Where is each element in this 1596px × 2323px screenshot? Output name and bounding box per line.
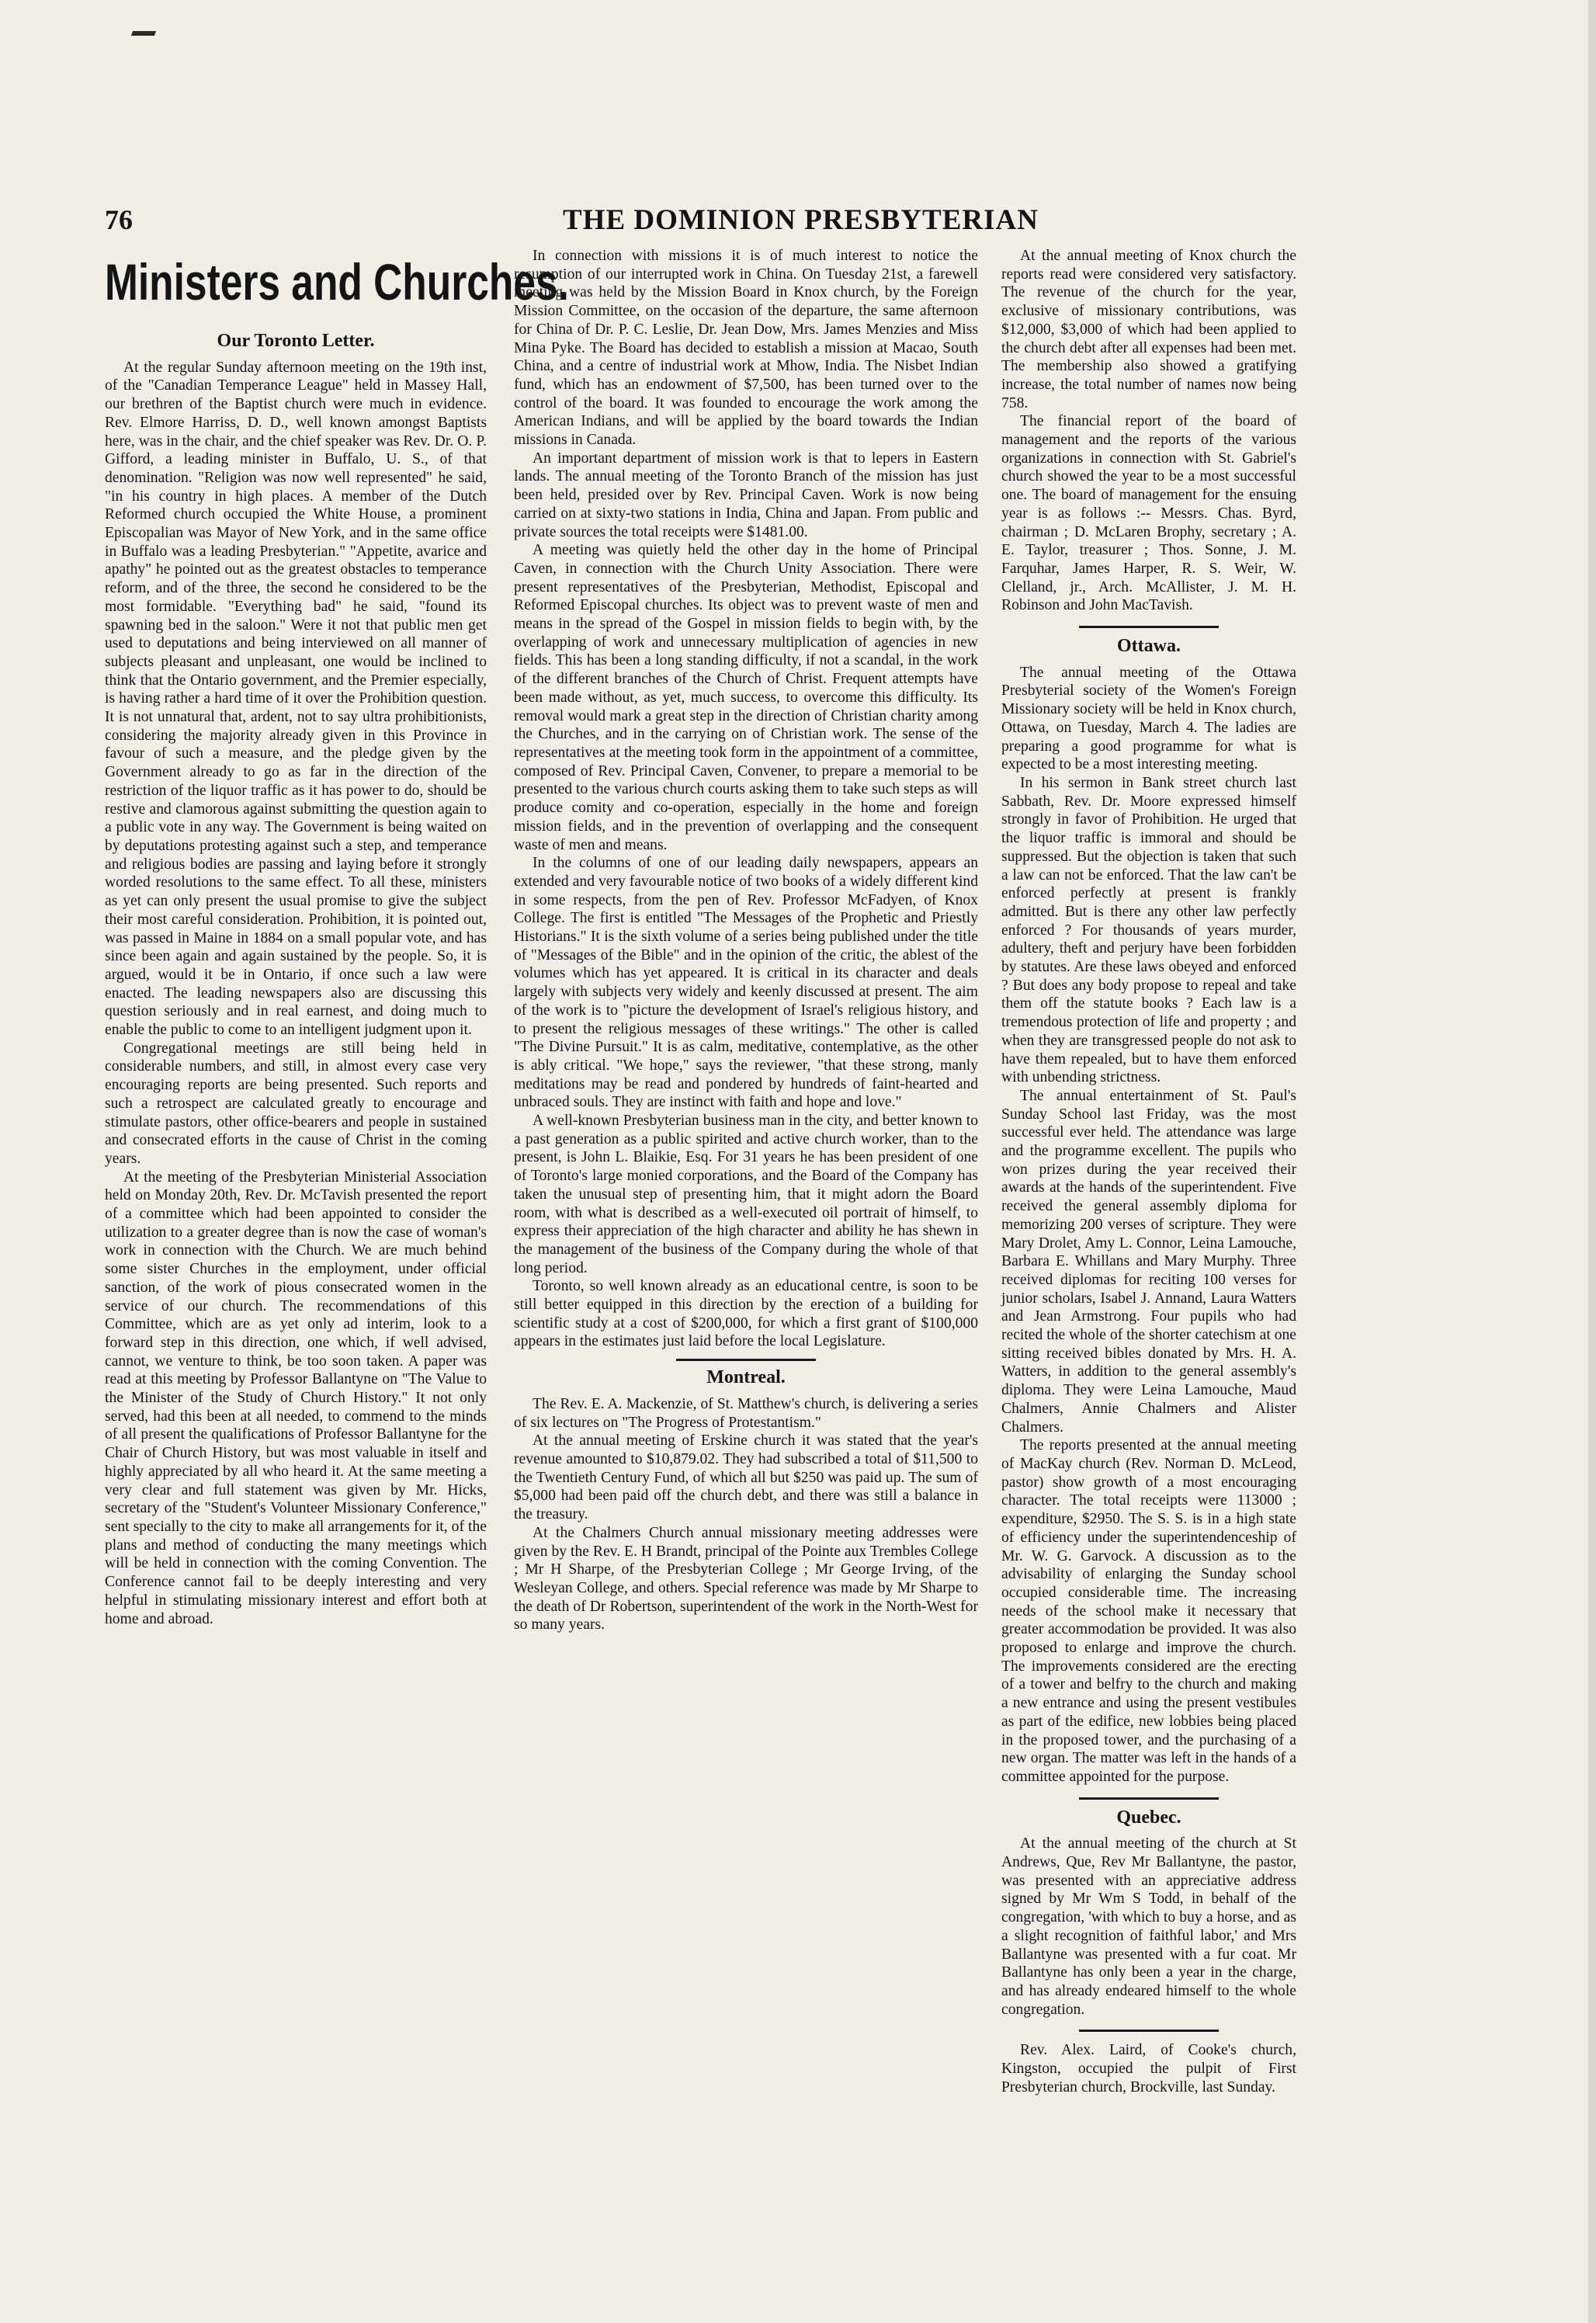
- article-paragraph: The annual entertainment of St. Paul's Sunday School last Friday, was the most successful ever held. The attendance was large and the programme excellent. The pupils who won prizes during the year received their awards at the hands of the superintendent. Five received the general assembly diploma for memorizing 200 verses of scripture. They were Mary Drolet, Amy L. Connor, Leina Lamouche, Barbara E. Whillans and Mary Murphy. Three received diplomas for reciting 100 verses for junior scholars, Isabel J. Annand, Laura Watters and Jean Armstrong. Four pupils who had recited the whole of the shorter catechism at one sitting received bibles donated by Mrs. H. A. Watters, in addition to the general assembly's diploma. They were Leina Lamouche, Maud Chalmers, Annie Chalmers and Alister Chalmers.: [1001, 1087, 1296, 1436]
- section-title: Ministers and Churches.: [105, 253, 569, 311]
- article-paragraph: At the Chalmers Church annual missionary meeting addresses were given by the Rev. E. H Brandt, principal of the Pointe aux Trembles College ; Mr H Sharpe, of the Presbyterian College ; Mr George Irving, of the Wesleyan College, and others. Special reference was made by Mr Sharpe to the death of Dr Robertson, superintendent of the work in the North-West for so many years.: [514, 1524, 978, 1634]
- article-paragraph: Toronto, so well known already as an educational centre, is soon to be still better equipped in this direction by the erection of a building for scientific study at a cost of $200,000, for which a first grant of $100,000 appears in the estimates just laid before the local Legislature.: [514, 1278, 978, 1350]
- article-paragraph: The Rev. E. A. Mackenzie, of St. Matthew's church, is delivering a series of six lectures on "The Progress of Protestantism.": [514, 1395, 978, 1431]
- article-paragraph: The reports presented at the annual meeting of MacKay church (Rev. Norman D. McLeod, pastor) show growth of a most encouraging character. The total receipts were 113000 ; expenditure, $2950. The S. S. is in a high state of efficiency under the superintendenceship of Mr. W. G. Garvock. A discussion as to the advisability of enlarging the Sunday school occupied considerable time. The increasing needs of the school make it necessary that greater accommodation be provided. It was also proposed to enlarge and improve the church. The improvements considered are the erecting of a tower and belfry to the church and making a new entrance and using the present vestibules as part of the edifice, new lobbies being placed in the proposed tower, and the purchasing of a new organ. The matter was left in the hands of a committee appointed for the purpose.: [1001, 1437, 1296, 1785]
- ottawa-heading: Ottawa.: [1117, 636, 1181, 657]
- quebec-heading: Quebec.: [1116, 1807, 1181, 1828]
- montreal-heading: Montreal.: [706, 1367, 786, 1388]
- article-paragraph: At the meeting of the Presbyterian Ministerial Association held on Monday 20th, Rev. Dr. McTavish presented the report of a committee which had been appointed to consider the utilization to a greater degree than is now the case of woman's work in connection with the Church. We are much behind some sister Churches in the employment, under official sanction, of the work of pious consecrated women in the service of our church. The recommendations of this Committee, which are as yet only ad interim, look to a forward step in this direction, one which, if well advised, cannot, we venture to think, be too soon taken. A paper was read at this meeting by Professor Ballantyne on "The Value to the Minister of the Study of Church History." It not only served, had this been at all needed, to commend to the minds of all present the qualifications of Professor Ballantyne for the Chair of Church History, but was most valuable in itself and highly appreciated by all who heard it. At the same meeting a very clear and full statement was given by Mr. Hicks, secretary of the "Student's Volunteer Missionary Conference," sent specially to the city to make all arrangements for it, of the plans and method of conducting the many meetings which will be held in connection with the coming Convention. The Conference cannot fail to be deeply interesting and very helpful in stimulating missionary interest and effort both at home and abroad.: [105, 1168, 487, 1627]
- page-header: [105, 203, 1039, 236]
- section-divider: [676, 1359, 816, 1361]
- column-2: [514, 247, 978, 2266]
- article-paragraph: In connection with missions it is of much interest to notice the resumption of our interrupted work in China. On Tuesday 21st, a farewell meeting was held by the Mission Board in Knox church, by the Foreign Mission Committee, on the occasion of the departure, the same afternoon for China of Dr. P. C. Leslie, Dr. Jean Dow, Mrs. James Menzies and Miss Mina Pyke. The Board has decided to establish a mission at Macao, South China, and a centre of industrial work at Mhow, India. The Nisbet Indian fund, which has an endowment of $7,500, has been turned over to the control of the board. It was founded to encourage the work among the American Indians, and will be applied by the board towards the Indian missions in Canada.: [514, 248, 978, 449]
- article-paragraph: A meeting was quietly held the other day in the home of Principal Caven, in connection with the Church Unity Association. There were present representatives of the Presbyterian, Methodist, Episcopal and Reformed Episcopal churches. Its object was to prevent waste of men and means in the spread of the Gospel in mission fields to begin with, by the overlapping of work and unnecessary multiplication of agencies in new fields. This has been a long standing difficulty, if not a scandal, in the work of the different branches of the Church of Christ. Frequent attempts have been made without, as yet, much success, to overcome this difficulty. Its removal would mark a great step in the direction of Christian charity among the Churches, and in the carrying on of Christian work. The sense of the representatives at the meeting took form in the appointment of a committee, composed of Rev. Principal Caven, Convener, to prepare a memorial to be presented to the various church courts asking them to take such steps as will produce comity and co-operation, especially in the home and foreign mission fields, and in the prevention of overlapping and the consequent waste of men and means.: [514, 542, 978, 853]
- page-edge-shadow: [1588, 0, 1596, 2323]
- column-3: [1001, 247, 1296, 2266]
- article-paragraph: At the annual meeting of Erskine church it was stated that the year's revenue amounted to $10,879.02. They had subscribed a total of $11,500 to the Twentieth Century Fund, of which all but $250 was paid up. The sum of $5,000 had been paid off the church debt, and there was still a balance in the treasury.: [514, 1432, 978, 1523]
- closing-note: Rev. Alex. Laird, of Cooke's church, Kingston, occupied the pulpit of First Presbyterian church, Brockville, last Sunday.: [1001, 2042, 1296, 2096]
- article-paragraph: Congregational meetings are still being held in considerable numbers, and still, in almost every case very encouraging reports are being presented. Such reports and such a retrospect are calculated greatly to encourage and stimulate pastors, other office-bearers and people in sustained and consecrated efforts in the cause of Christ in the coming years.: [105, 1040, 487, 1167]
- article-paragraph: An important department of mission work is that to lepers in Eastern lands. The annual meeting of the Toronto Branch of the mission has just been held, presided over by Rev. Principal Caven. Work is now being carried on at sixty-two stations in India, China and Japan. From public and private sources the total receipts were $1481.00.: [514, 450, 978, 540]
- article-paragraph: At the annual meeting of the church at St Andrews, Que, Rev Mr Ballantyne, the pastor, was presented with an appreciative address signed by Mr Wm S Todd, in behalf of the congregation, 'with which to buy a horse, and as a slight recognition of faithful labor,' and Mrs Ballantyne was presented with a fur coat. Mr Ballantyne has only been a year in the charge, and has already endeared himself to the whole congregation.: [1001, 1835, 1296, 2018]
- article-paragraph: In his sermon in Bank street church last Sabbath, Rev. Dr. Moore expressed himself strongly in favor of Prohibition. He urged that the liquor traffic is immoral and should be suppressed. But the objection is taken that such a law can not be enforced. That the law can't be enforced perfectly at present is frankly admitted. But is there any other law perfectly enforced ? For thousands of years murder, adultery, theft and perjury have been forbidden by statutes. Are these laws obeyed and enforced ? But does any body propose to repeal and take them off the statute books ? Each law is a tremendous protection of life and property ; and when they are transgressed people do not ask to have them repealed, but to have them enforced with unbending strictness.: [1001, 774, 1296, 1086]
- page-number: 76: [105, 204, 133, 235]
- corner-mark: [131, 31, 156, 36]
- article-paragraph: At the regular Sunday afternoon meeting on the 19th inst, of the "Canadian Temperance League" held in Massey Hall, our brethren of the Baptist church were much in evidence. Rev. Elmore Harriss, D. D., well known amongst Baptists here, was in the chair, and the chief speaker was Rev. Dr. O. P. Gifford, a leading minister in Buffalo, U. S., of that denomination. "Religion was now well represented" he said, "in his country in high places. A member of the Dutch Reformed church occupied the White House, a prominent Episcopalian was Mayor of New York, and in the same office in Buffalo was a leading Presbyterian." "Appetite, avarice and apathy" he pointed out as the greatest obstacles to temperance reform, and of the three, the second he considered to be the most formidable. "Everything bad" he said, "found its spawning bed in the saloon." Were it not that public men get used to deputations and being interviewed on all manner of subjects pleasant and unpleasant, one would be inclined to think that the Ontario government, and the Premier especially, is having rather a hard time of it over the Prohibition question. It is not unnatural that, ardent, not to say ultra prohibitionists, considering the majority already given in this Province in favour of such a measure, and the pledge given by the Government already to go as far in the direction of the restriction of the liquor traffic as it has power to do, should be restive and clamorous against submitting the question again to a public vote in any way. The Government is being waited on by deputations protesting against such a step, and temperance and religious bodies are passing and laying before it strongly worded resolutions to the same effect. To all these, ministers as yet can only present the usual promise to give the subject their most careful consideration. Prohibition, it is pointed out, was passed in Maine in 1884 on a small popular vote, and has since been again and again sustained by the people. So, it is argued, would it be in Ontario, if once such a law were enacted. The leading newspapers also are discussing this question seriously and in real earnest, and doing much to enable the public to come to an intelligent judgment upon it.: [105, 359, 487, 1039]
- article-paragraph: The financial report of the board of management and the reports of the various organizations in connection with St. Gabriel's church showed the year to be a most successful one. The board of management for the ensuing year is as follows :-- Messrs. Chas. Byrd, chairman ; D. McLaren Brophy, secretary ; A. E. Taylor, treasurer ; Thos. Sonne, J. M. Farquhar, James Harper, R. S. Weir, W. Clelland, jr., Arch. McAllister, J. M. H. Robinson and John MacTavish.: [1001, 413, 1296, 614]
- journal-title: THE DOMINION PRESBYTERIAN: [563, 204, 1039, 236]
- article-paragraph: The annual meeting of the Ottawa Presbyterial society of the Women's Foreign Missionary society will be held in Knox church, Ottawa, on Tuesday, March 4. The ladies are preparing a good programme for what is expected to be a most interesting meeting.: [1001, 664, 1296, 773]
- section-divider: [1079, 626, 1219, 628]
- toronto-heading: Our Toronto Letter.: [217, 331, 375, 351]
- column-1: [105, 247, 569, 2266]
- article-paragraph: In the columns of one of our leading daily newspapers, appears an extended and very favourable notice of two books of a widely different kind in some respects, from the pen of Rev. Professor McFadyen, of Knox College. The first is entitled "The Messages of the Prophetic and Priestly Historians." It is the sixth volume of a series being published under the title of "Messages of the Bible" and in the opinion of the critic, the ablest of the volumes which has yet appeared. It is critical in its character and deals largely with subjects very widely and keenly discussed at present. The aim of the work is to "picture the development of Israel's religious history, and to present the religious messages of these writings." The other is called "The Divine Pursuit." It is as calm, meditative, contemplative, as the other is ably critical. "We hope," says the reviewer, "that these strong, manly meditations may be read and pondered by hundreds of faint-hearted and unbraced souls. They are instinct with faith and hope and love.": [514, 855, 978, 1111]
- article-paragraph: A well-known Presbyterian business man in the city, and better known to a past generation as a public spirited and active church worker, than to the present, is John L. Blaikie, Esq. For 31 years he has been president of one of Toronto's large monied corporations, and the Board of the Company has taken the unusual step of presenting him, that it might adorn the Board room, with what is described as a well-executed oil portrait of himself, to express their appreciation of the high character and ability he has shewn in the management of the business of the Company during the whole of that long period.: [514, 1113, 978, 1276]
- section-divider: [1079, 2030, 1219, 2032]
- article-paragraph: At the annual meeting of Knox church the reports read were considered very satisfactory. The revenue of the church for the year, exclusive of missionary contributions, was $12,000, $3,000 of which had been applied to the church debt after all expenses had been met. The membership also showed a gratifying increase, the total number of names now being 758.: [1001, 248, 1296, 411]
- section-divider: [1079, 1797, 1219, 1800]
